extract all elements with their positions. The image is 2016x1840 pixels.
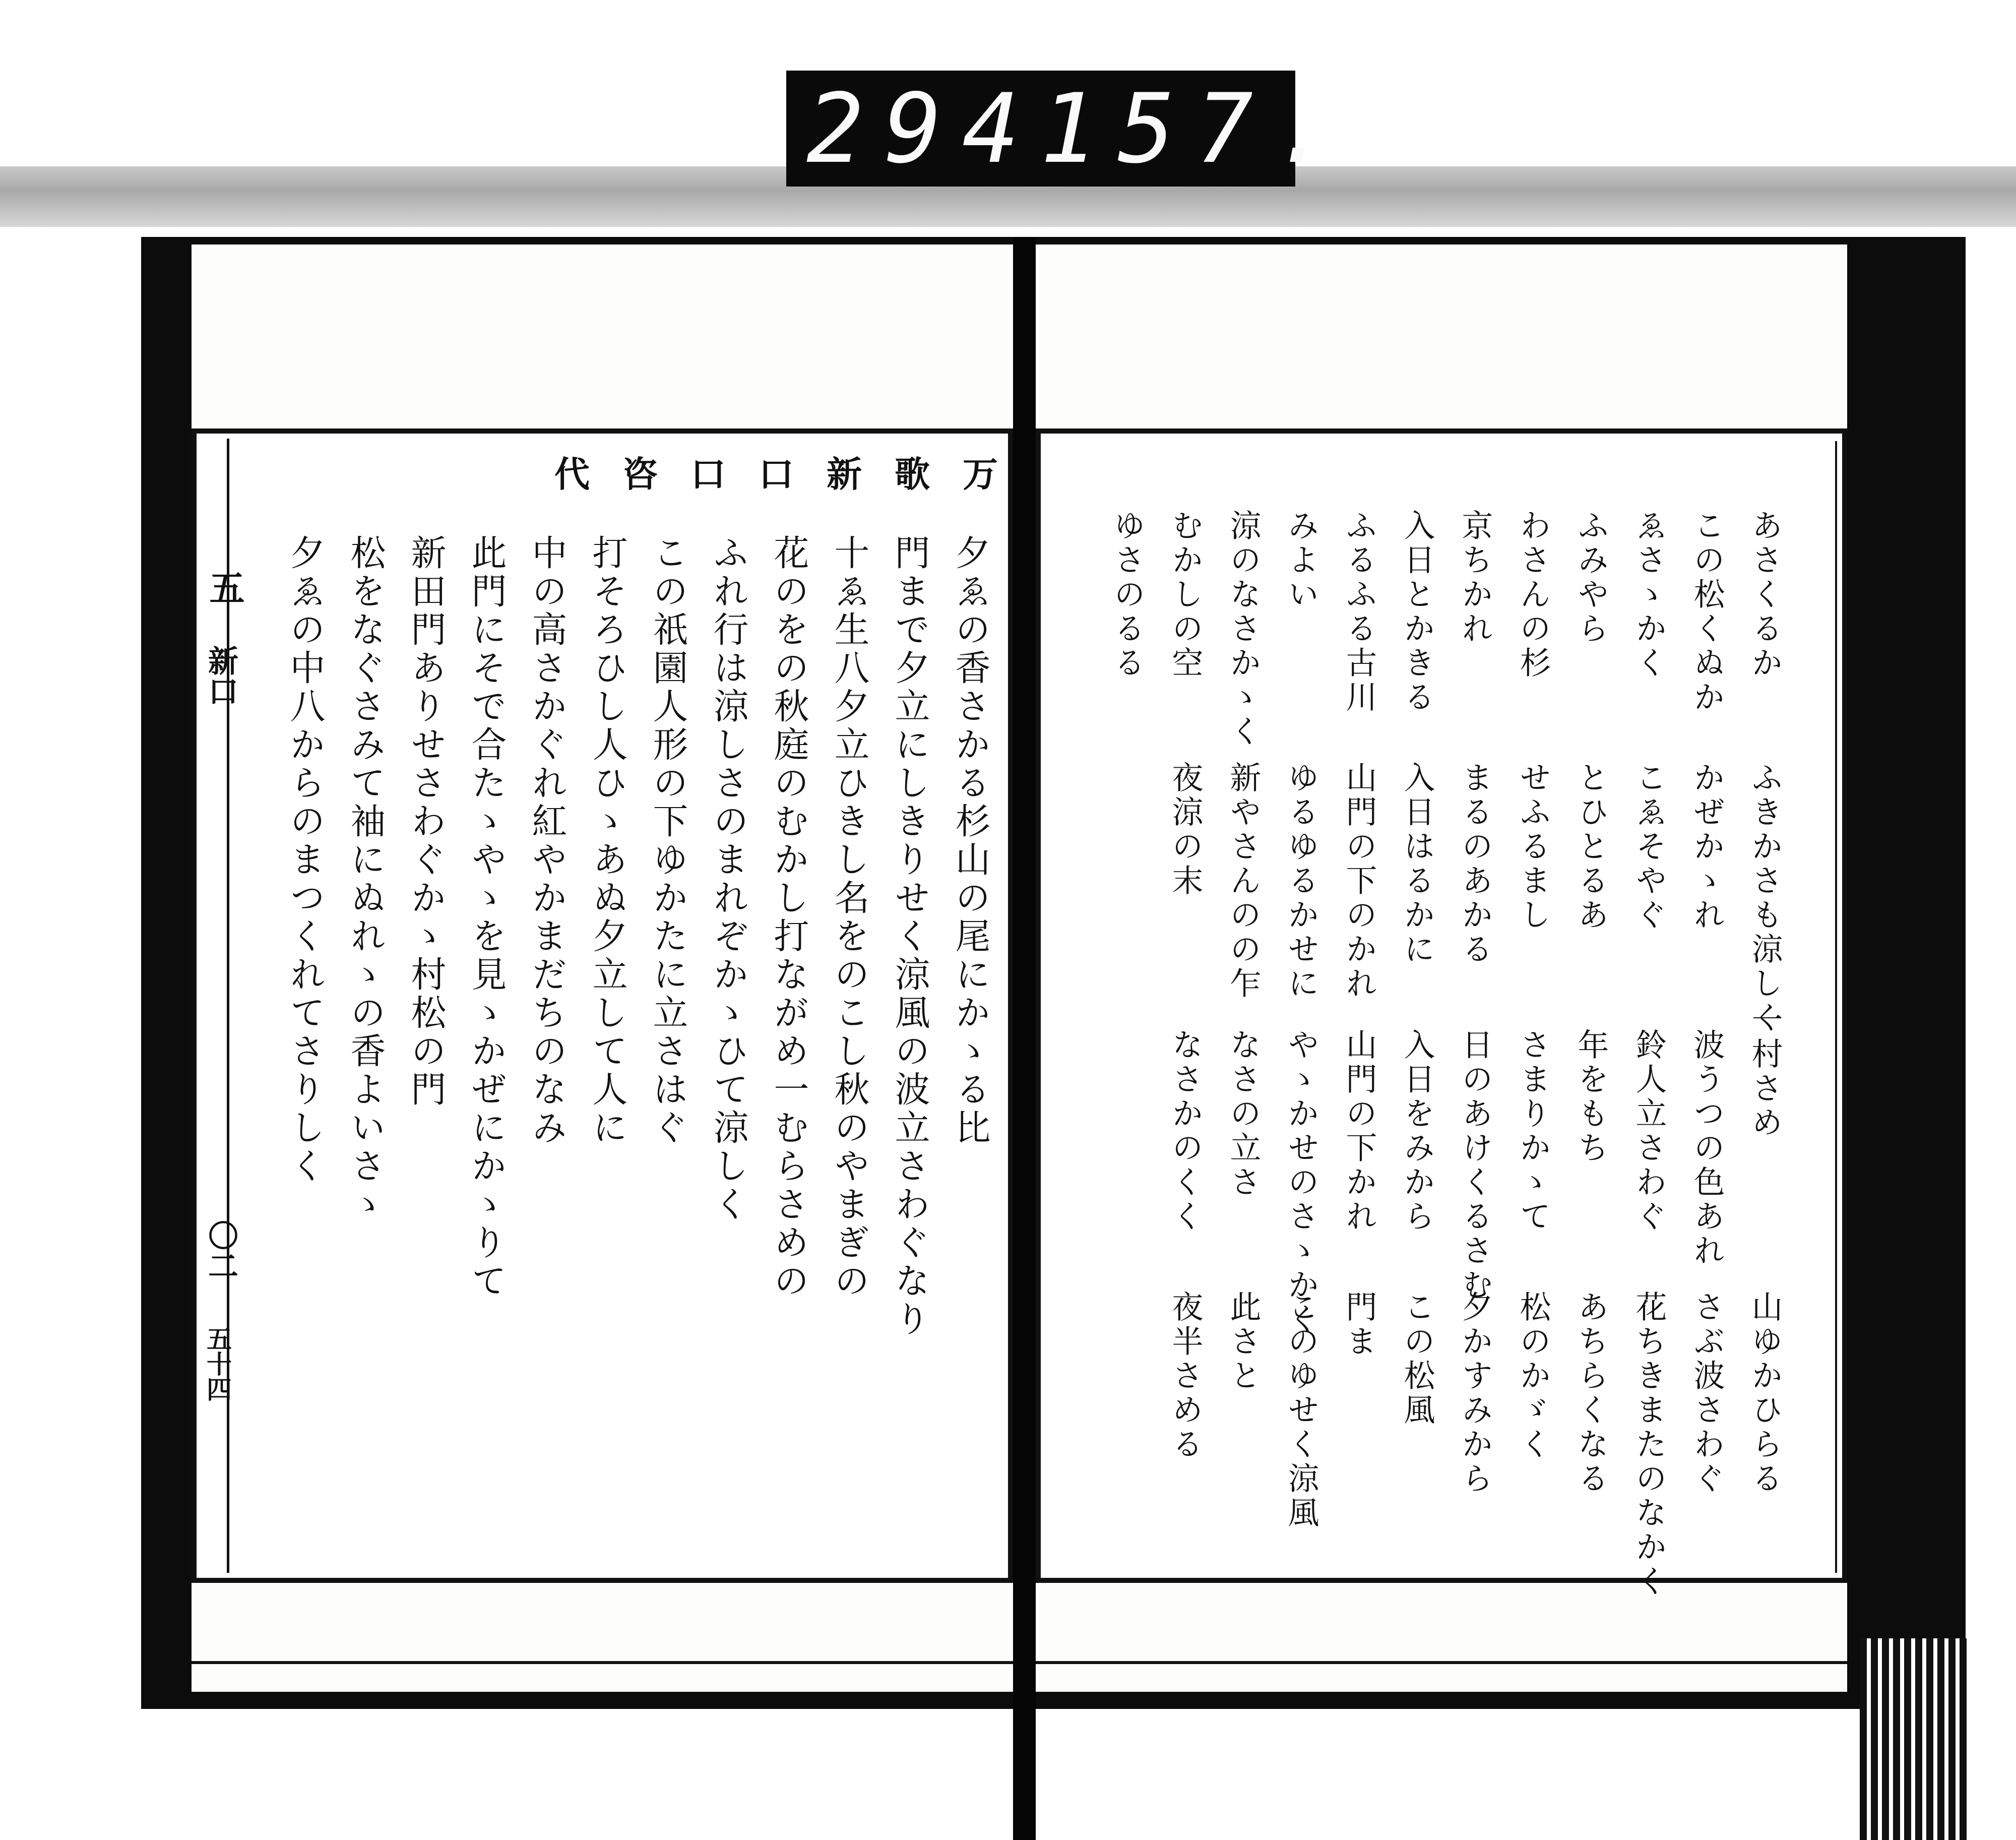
text-column: 花のをの秋庭のむかし打ながめ一むらさめの bbox=[768, 534, 809, 1301]
verse-segment: あさくるか bbox=[1746, 509, 1783, 681]
text-column: ふれ行は涼しさのまれぞかゝひて涼しく bbox=[708, 534, 749, 1224]
text-column: 此門にそで合たゝやゝを見ゝかぜにかゝりて bbox=[466, 534, 507, 1301]
title-char: 新 bbox=[827, 453, 862, 495]
text-column: 松をなぐさみて袖にぬれゝの香よいさゝ bbox=[345, 534, 386, 1224]
verse-segment: まるのあかる bbox=[1457, 761, 1493, 967]
title-char: 口 bbox=[690, 453, 726, 495]
verse-segment: 日のあけくるさむ bbox=[1457, 1028, 1493, 1303]
verse-segment: わさんの杉 bbox=[1515, 509, 1551, 681]
verse-segment: この松くぬか bbox=[1688, 509, 1725, 715]
verse-segment: なさかのくく bbox=[1167, 1028, 1204, 1234]
title-char: 口 bbox=[759, 453, 794, 495]
frame-counter bbox=[786, 71, 1351, 187]
page-title bbox=[554, 444, 998, 499]
verse-segment: ゆさのるる bbox=[1109, 509, 1146, 681]
text-column: 門まで夕立にしきりせく涼風の波立さわぐなり bbox=[889, 534, 930, 1339]
verse-segment: 夜涼の末 bbox=[1167, 761, 1204, 898]
verse-segment: むかしの空 bbox=[1167, 509, 1204, 681]
verse-segment: 入日はるかに bbox=[1399, 761, 1435, 967]
text-column: 新田門ありせさわぐかゝ村松の門 bbox=[405, 534, 447, 1109]
margin-page-number-alt: 五十四 bbox=[203, 1326, 232, 1401]
verse-segment: この松風 bbox=[1399, 1291, 1435, 1428]
verse-segment: 年をもち bbox=[1572, 1028, 1609, 1166]
verse-segment: このゆせく涼風 bbox=[1283, 1291, 1319, 1530]
verse-segment: 入日をみから bbox=[1399, 1028, 1435, 1234]
text-column: 打そろひし人ひゝあぬ夕立して人に bbox=[587, 534, 628, 1147]
left-page-bottom-edge bbox=[192, 1661, 1013, 1692]
verse-segment: 涼のなさかゝく bbox=[1225, 509, 1262, 749]
verse-segment: 山門の下かれ bbox=[1341, 1028, 1377, 1234]
verse-segment: 京ちかれ bbox=[1457, 509, 1493, 646]
verse-segment: さぶ波さわぐ bbox=[1688, 1291, 1725, 1496]
text-column: 中の高さかぐれ紅やかまだちのなみ bbox=[526, 534, 568, 1147]
verse-segment: 此さと bbox=[1225, 1291, 1262, 1393]
text-column: 夕ゑの中八からのまつくれてさりしく bbox=[284, 534, 326, 1186]
verse-segment: ふるふる古川 bbox=[1341, 509, 1377, 715]
verse-segment: こゑそやぐ bbox=[1630, 761, 1667, 933]
verse-segment: ふみやら bbox=[1572, 509, 1609, 646]
verse-segment: 一村さめ bbox=[1746, 1003, 1783, 1140]
verse-segment: せふるまし bbox=[1515, 761, 1551, 933]
verse-segment: 新やさんのの乍 bbox=[1225, 761, 1262, 1001]
verse-segment: やゝかせのさゝかく bbox=[1283, 1028, 1319, 1337]
verse-segment: 波うつの色あれ bbox=[1688, 1028, 1725, 1268]
title-char: 万 bbox=[963, 453, 998, 495]
title-char: 歌 bbox=[895, 453, 930, 495]
verse-segment: なさの立さ bbox=[1225, 1028, 1262, 1200]
verse-segment: 山門の下のかれ bbox=[1341, 761, 1377, 1001]
verse-segment: あちらくなる bbox=[1572, 1291, 1609, 1496]
verse-segment: ゆるゆるかせに bbox=[1283, 761, 1319, 1001]
page-edge-fringe bbox=[1860, 1638, 1971, 1840]
title-char: 咨 bbox=[622, 453, 658, 495]
margin-title: 新口 bbox=[203, 645, 238, 706]
verse-segment: みよい bbox=[1283, 509, 1319, 612]
verse-segment: 夕かすみから bbox=[1457, 1291, 1493, 1496]
verse-segment: 鈴人立さわぐ bbox=[1630, 1028, 1667, 1234]
verse-segment: 入日とかきる bbox=[1399, 509, 1435, 715]
verse-segment: 松のかゞく bbox=[1515, 1291, 1551, 1462]
verse-segment: とひとるあ bbox=[1572, 761, 1609, 933]
text-column: この祇園人形の下ゆかたに立さはぐ bbox=[647, 534, 688, 1147]
text-column: 夕ゑの香さかる杉山の尾にかゝる比 bbox=[950, 534, 991, 1147]
counter-right: 157. bbox=[1040, 73, 1351, 185]
verse-segment: ふきかさも涼しく bbox=[1746, 761, 1783, 1035]
counter-left: 294 bbox=[806, 73, 1040, 185]
verse-segment: 花ちきまたのなかく bbox=[1630, 1291, 1667, 1599]
verse-segment: 夜半さめる bbox=[1167, 1291, 1204, 1462]
text-column: 十ゑ生八夕立ひきし名をのこし秋のやまぎの bbox=[829, 534, 870, 1301]
title-char: 代 bbox=[554, 453, 590, 495]
margin-page-number: 〇二 bbox=[203, 1220, 238, 1280]
book-spine bbox=[1013, 237, 1036, 1840]
verse-segment: 門ま bbox=[1341, 1291, 1377, 1359]
verse-segment: さまりかゝて bbox=[1515, 1028, 1551, 1234]
right-page-bottom-edge bbox=[1036, 1661, 1847, 1692]
verse-segment: かぜかゝれ bbox=[1688, 761, 1725, 933]
verse-segment: ゑさゝかく bbox=[1630, 509, 1667, 681]
verse-segment: 山ゆかひらる bbox=[1746, 1291, 1783, 1496]
margin-volume-number: 五 bbox=[204, 570, 245, 605]
